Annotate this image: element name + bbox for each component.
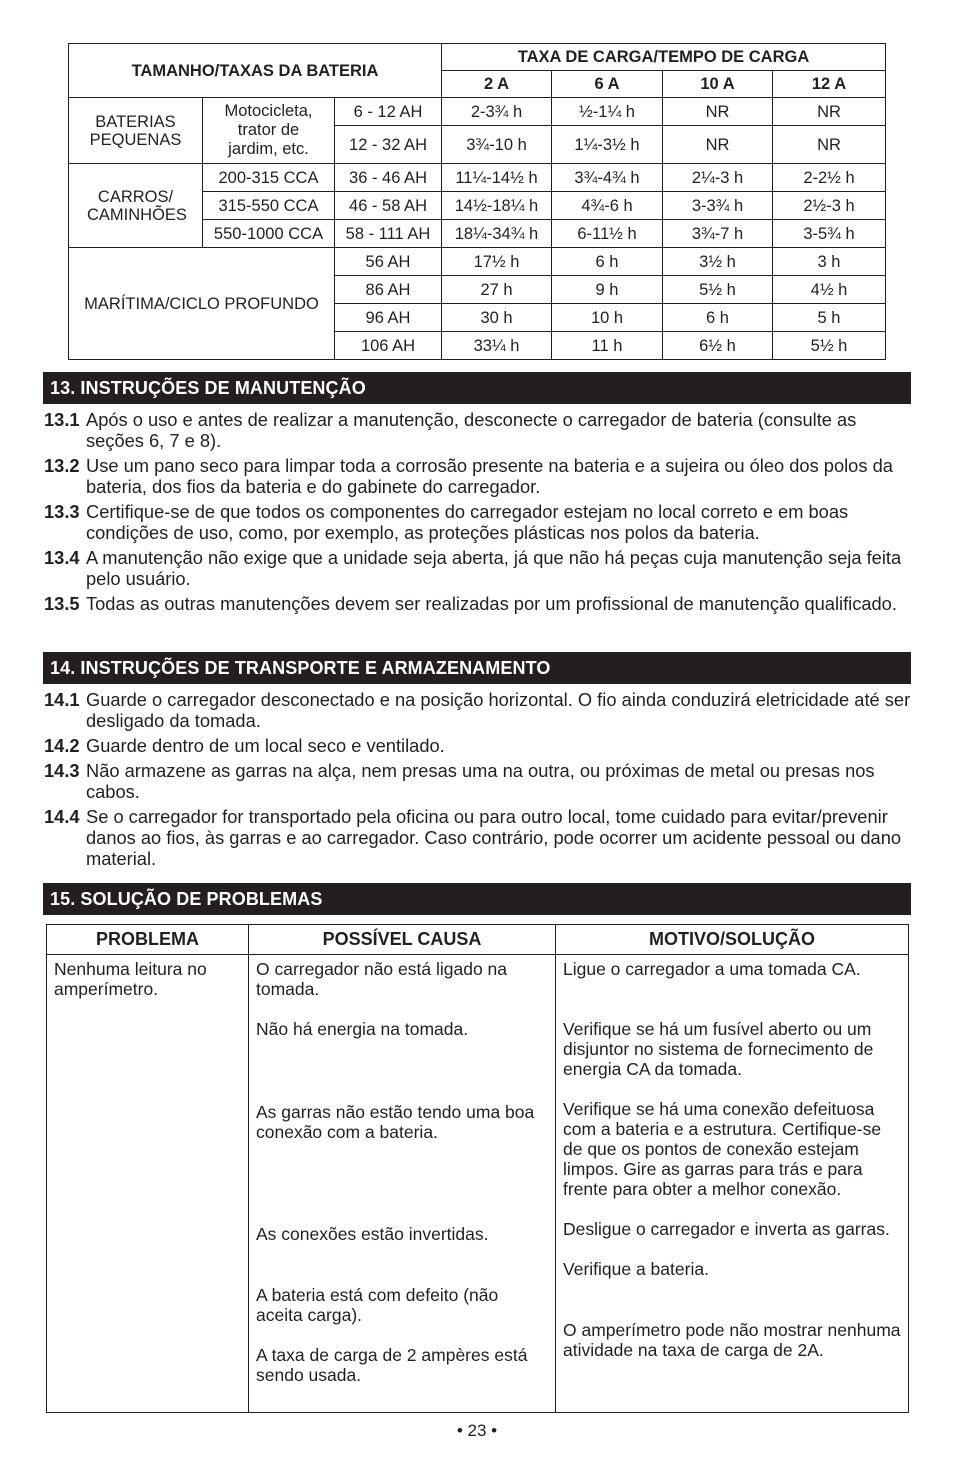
value-cell: 17½ h: [442, 248, 552, 276]
list-item: [44, 806, 914, 869]
group-label: CARROS/ CAMINHÕES: [69, 164, 203, 248]
problem-text: Nenhuma leitura no amperímetro.: [54, 959, 207, 999]
item-text: Certifique-se de que todos os componentes do carregador estejam no local correto e em boas condições de uso, como, por exemplo, as proteções plásticas nos polos da bateria.: [86, 501, 849, 543]
solution-text: O amperímetro pode não mostrar nenhuma atividade na taxa de carga de 2A.: [563, 1320, 901, 1360]
list-item: [44, 455, 914, 497]
solution-text: Verifique se há um fusível aberto ou um disjuntor no sistema de fornecimento de energia CA da tomada.: [563, 1019, 874, 1079]
item-number: 13.2: [44, 455, 80, 476]
rate-header: 2 A: [442, 71, 552, 98]
item-number: 14.2: [44, 735, 80, 756]
solution-text: Ligue o carregador a uma tomada CA.: [563, 959, 861, 979]
rate-header: 12 A: [773, 71, 886, 98]
value-cell: 30 h: [442, 304, 552, 332]
value-cell: 5½ h: [663, 276, 773, 304]
cause-text: Não há energia na tomada.: [256, 1019, 469, 1039]
capacity-cell: 96 AH: [335, 304, 442, 332]
value-cell: 3½ h: [663, 248, 773, 276]
value-cell: 6½ h: [663, 332, 773, 360]
battery-size-header: TAMANHO/TAXAS DA BATERIA: [69, 44, 442, 98]
solution-text: Desligue o carregador e inverta as garras.: [563, 1219, 890, 1239]
value-cell: 2-3¾ h: [442, 98, 552, 126]
capacity-cell: 6 - 12 AH: [335, 98, 442, 126]
value-cell: 3-5¾ h: [773, 220, 886, 248]
capacity-cell: 36 - 46 AH: [335, 164, 442, 192]
value-cell: 6-11½ h: [552, 220, 663, 248]
charge-rate-header: TAXA DE CARGA/TEMPO DE CARGA: [442, 44, 886, 71]
value-cell: 6 h: [663, 304, 773, 332]
value-cell: 14½-18¼ h: [442, 192, 552, 220]
capacity-cell: 46 - 58 AH: [335, 192, 442, 220]
value-cell: 2-2½ h: [773, 164, 886, 192]
item-number: 13.4: [44, 547, 80, 568]
capacity-cell: 56 AH: [335, 248, 442, 276]
section-13-items: [44, 409, 914, 618]
item-number: 13.5: [44, 593, 80, 614]
solution-cell: [556, 955, 909, 1413]
value-cell: 18¼-34¾ h: [442, 220, 552, 248]
cause-header: POSSÍVEL CAUSA: [249, 925, 556, 955]
value-cell: NR: [663, 126, 773, 164]
item-number: 13.1: [44, 409, 80, 430]
rate-header: 6 A: [552, 71, 663, 98]
item-number: 14.4: [44, 806, 80, 827]
section-14-items: [44, 689, 914, 873]
page-number: • 23 •: [456, 1421, 498, 1440]
capacity-cell: 12 - 32 AH: [335, 126, 442, 164]
item-text: Se o carregador for transportado pela oficina ou para outro local, tome cuidado para evitar/prevenir danos ao fios, às garras e ao carregador. Caso contrário, pode ocorrer um acidente pessoal ou dano material.: [86, 806, 902, 869]
cca-cell: 550-1000 CCA: [203, 220, 335, 248]
list-item: [44, 760, 914, 802]
item-text: Use um pano seco para limpar toda a corrosão presente na bateria e a sujeira ou óleo dos polos da bateria, dos fios da bateria e do gabinete do carregador.: [86, 455, 893, 497]
item-number: 14.3: [44, 760, 80, 781]
section-15-header: 15. SOLUÇÃO DE PROBLEMAS: [43, 883, 911, 915]
capacity-cell: 86 AH: [335, 276, 442, 304]
table-row: [69, 248, 886, 276]
group-label: MARÍTIMA/CICLO PROFUNDO: [69, 248, 335, 360]
value-cell: 2½-3 h: [773, 192, 886, 220]
cause-text: As conexões estão invertidas.: [256, 1224, 489, 1244]
list-item: [44, 547, 914, 589]
list-item: [44, 593, 914, 614]
cca-cell: 200-315 CCA: [203, 164, 335, 192]
section-13-header: 13. INSTRUÇÕES DE MANUTENÇÃO: [43, 372, 911, 404]
value-cell: 3-3¾ h: [663, 192, 773, 220]
value-cell: 5½ h: [773, 332, 886, 360]
value-cell: 27 h: [442, 276, 552, 304]
value-cell: 10 h: [552, 304, 663, 332]
problem-header: PROBLEMA: [47, 925, 249, 955]
capacity-cell: 106 AH: [335, 332, 442, 360]
item-number: 13.3: [44, 501, 80, 522]
value-cell: ½-1¼ h: [552, 98, 663, 126]
value-cell: 1¼-3½ h: [552, 126, 663, 164]
value-cell: 11¼-14½ h: [442, 164, 552, 192]
table-row: [69, 164, 886, 192]
cause-text: As garras não estão tendo uma boa conexão com a bateria.: [256, 1102, 535, 1142]
item-text: Após o uso e antes de realizar a manutenção, desconecte o carregador de bateria (consulte as seções 6, 7 e 8).: [86, 409, 857, 451]
value-cell: 33¼ h: [442, 332, 552, 360]
value-cell: NR: [773, 126, 886, 164]
list-item: [44, 501, 914, 543]
value-cell: 3¾-7 h: [663, 220, 773, 248]
list-item: [44, 735, 914, 756]
problem-cell: [47, 955, 249, 1413]
cause-cell: [249, 955, 556, 1413]
cause-text: A taxa de carga de 2 ampères está sendo usada.: [256, 1345, 528, 1385]
solution-text: Verifique se há uma conexão defeituosa com a bateria e a estrutura. Certifique-se de que os pontos de conexão estejam limpos. Gire as garras para trás e para frente para obter a melhor conexão.: [563, 1099, 882, 1199]
rate-header: 10 A: [663, 71, 773, 98]
value-cell: 4¾-6 h: [552, 192, 663, 220]
value-cell: 3¾-4¾ h: [552, 164, 663, 192]
table-row: [69, 98, 886, 126]
charge-rate-table: [68, 43, 886, 360]
section-14-header: 14. INSTRUÇÕES DE TRANSPORTE E ARMAZENAMENTO: [43, 652, 911, 684]
value-cell: 3¾-10 h: [442, 126, 552, 164]
value-cell: 5 h: [773, 304, 886, 332]
list-item: [44, 409, 914, 451]
cause-text: A bateria está com defeito (não aceita carga).: [256, 1285, 499, 1325]
value-cell: 6 h: [552, 248, 663, 276]
value-cell: NR: [663, 98, 773, 126]
cca-cell: 315-550 CCA: [203, 192, 335, 220]
capacity-cell: 58 - 111 AH: [335, 220, 442, 248]
value-cell: 4½ h: [773, 276, 886, 304]
solution-text: Verifique a bateria.: [563, 1259, 709, 1279]
item-text: Não armazene as garras na alça, nem presas uma na outra, ou próximas de metal ou presas nos cabos.: [86, 760, 875, 802]
value-cell: 9 h: [552, 276, 663, 304]
group-label: BATERIAS PEQUENAS: [69, 98, 203, 164]
item-text: Todas as outras manutenções devem ser realizadas por um profissional de manutenção qualificado.: [86, 593, 897, 614]
value-cell: 2¼-3 h: [663, 164, 773, 192]
item-text: Guarde o carregador desconectado e na posição horizontal. O fio ainda conduzirá eletricidade até ser desligado da tomada.: [86, 689, 911, 731]
battery-type: Motocicleta, trator de jardim, etc.: [203, 98, 335, 164]
list-item: [44, 689, 914, 731]
value-cell: 3 h: [773, 248, 886, 276]
item-text: Guarde dentro de um local seco e ventilado.: [86, 735, 445, 756]
value-cell: 11 h: [552, 332, 663, 360]
item-text: A manutenção não exige que a unidade seja aberta, já que não há peças cuja manutenção seja feita pelo usuário.: [86, 547, 902, 589]
item-number: 14.1: [44, 689, 80, 710]
solution-header: MOTIVO/SOLUÇÃO: [556, 925, 909, 955]
value-cell: NR: [773, 98, 886, 126]
cause-text: O carregador não está ligado na tomada.: [256, 959, 507, 999]
troubleshooting-table: [46, 924, 909, 1413]
